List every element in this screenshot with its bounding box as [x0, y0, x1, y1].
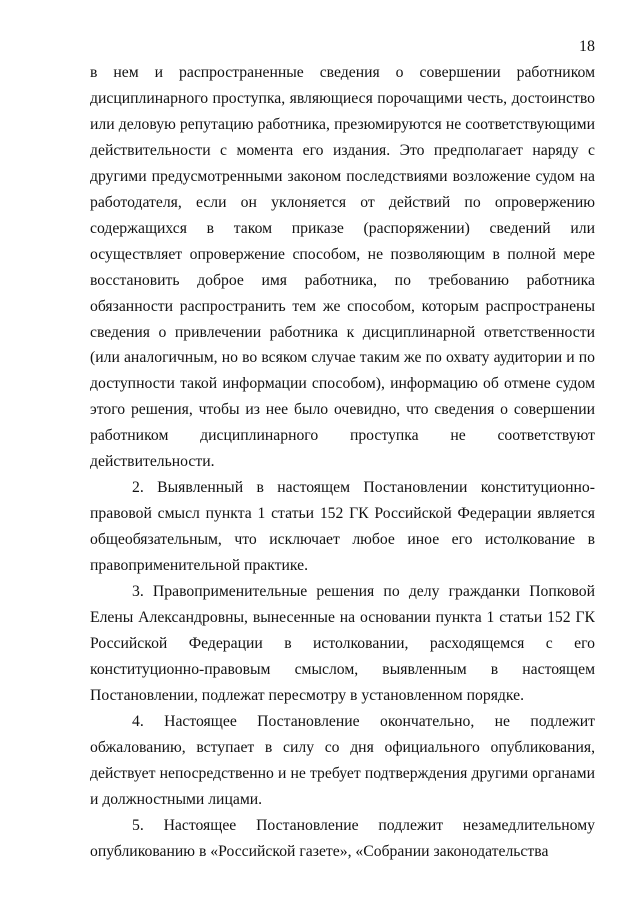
paragraph-continuation: в нем и распространенные сведения о совершении работником дисциплинарного проступка, являющиеся порочащими честь, достоинство или деловую репутацию работника, презюмируются не соответствующими действительности с момента его издания. Это предполагает наряду с другими предусмотренными законом последствиями возложение судом на работодателя, если он уклоняется от действий по опровержению содержащихся в таком приказе (распоряжении) сведений или осуществляет опровержение способом, не позволяющим в полной мере восстановить доброе имя работника, по требованию работника обязанности распространить тем же способом, которым распространены сведения о привлечении работника к дисциплинарной ответственности (или аналогичным, но во всяком случае таким же по охвату аудитории и по доступности такой информации способом), информацию об отмене судом этого решения, чтобы из нее было очевидно, что сведения о совершении работником дисциплинарного проступка не соответствуют действительности. [90, 64, 595, 471]
paragraph-item-3: 3. Правоприменительные решения по делу гражданки Попковой Елены Александровны, вынесенные на основании пункта 1 статьи 152 ГК Российской Федерации в истолковании, расходящемся с его конституционно-правовым смыслом, выявленным в настоящем Постановлении, подлежат пересмотру в установленном порядке. [90, 583, 595, 704]
paragraph-item-2: 2. Выявленный в настоящем Постановлении конституционно-правовой смысл пункта 1 статьи 152 ГК Российской Федерации является общеобязательным, что исключает любое иное его истолкование в правоприменительной практике. [90, 479, 595, 575]
paragraph-item-4: 4. Настоящее Постановление окончательно, не подлежит обжалованию, вступает в силу со дня официального опубликования, действует непосредственно и не требует подтверждения другими органами и должностными лицами. [90, 712, 595, 808]
document-body [90, 60, 595, 865]
page-number: 18 [579, 38, 595, 55]
paragraph-item-5: 5. Настоящее Постановление подлежит незамедлительному опубликованию в «Российской газете», «Собрании законодательства [90, 816, 595, 860]
